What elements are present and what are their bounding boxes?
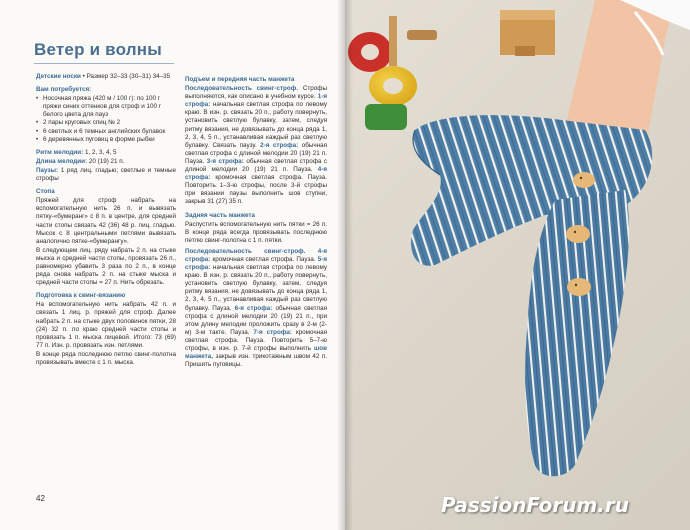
socks-photo: [345, 0, 690, 530]
right-text-column: [185, 76, 327, 369]
strophe-1-label: 1-я строфа:: [185, 93, 327, 109]
prep-heading: Подготовка к свинг-вязанию: [36, 292, 126, 300]
back-paragraph-2: [185, 248, 327, 369]
toy-green-block: [365, 104, 407, 130]
cuff-seam-label: шов манжета,: [185, 345, 327, 361]
toy-yellow-ring: [369, 66, 417, 106]
pauses-label: Паузы:: [36, 166, 59, 174]
toy-wooden-box: [500, 10, 555, 56]
seq-text: Строфы выполняются, как описано в учебном курсе.: [185, 85, 327, 101]
strophe-5-label: 5-я строфа:: [185, 255, 327, 272]
strophe-2-label: 2-я строфа:: [260, 141, 299, 149]
length-value: 20 (19) 21 п.: [87, 157, 125, 165]
page-number: 42: [36, 494, 45, 503]
prep-paragraph-1: На вспомогательную нить набрать 42 п. и связать 1 лиц. р. пряжей для строф. Далее набрать 2 п. на стыке двух половинок пятки, 28 (24) 32 п. по краю средней части стопы и провязать 1 п. мыска лицевой. Итого: 73 (69) 77 п. Изн. р. провязать изн. петлями.: [36, 301, 176, 349]
pauses-value: 1 ряд лиц. гладью; светлые и темные строфы: [36, 166, 176, 183]
strophe-6-text: обычная светлая строфа с длиной мелодии 20 (19) 21 п., при этом длину мелодии проложить сразу в 2-м (2-м) 3-м такте. Пауза.: [185, 304, 327, 336]
foot-paragraph-1: Пряжей для строф набрать на вспомогательную нить 26 п. и вывязать пятку-«бумеранг» с 8 п. в центре, для средней части стопы связать 42 (36) 48 р. лиц. гладью. Мысок с 8 центральными петлями вывязать аналогично пятке-«бумерангу».: [36, 197, 176, 245]
intro-label: Детские носки: [36, 73, 81, 80]
length-line: [36, 158, 176, 166]
foot-heading: Стопа: [36, 188, 55, 196]
strophe-3-label: 3-я строфа:: [206, 157, 244, 165]
materials-heading: Вам потребуется:: [36, 86, 92, 94]
list-item: • 6 светлых и 6 темных английских булавок: [36, 128, 176, 136]
list-item: • 6 деревянных пуговиц в форме рыбки: [36, 136, 176, 144]
toy-red-ring: [348, 32, 392, 72]
lift-paragraph: [185, 85, 327, 206]
fish-button-3: [567, 278, 591, 296]
title-divider: [34, 63, 174, 64]
seq-label: Последовательность свинг-строф.: [185, 85, 298, 93]
cuff-seam-text: закрыв изн. трикотажным швом 42 п. Пришить пуговицы.: [185, 353, 327, 369]
materials-list: [36, 95, 176, 144]
rhythm-value: 1, 2, 3, 4, 5: [83, 148, 117, 156]
strophe-7-label: 7-я строфа:: [253, 328, 292, 336]
page-title: Ветер и волны: [34, 40, 162, 59]
strophe-7-text: кромочная светлая строфа. Пауза. Повторить 5–7-ю строфы, в изн. р. 7-й строфы выполнить: [185, 328, 327, 352]
rhythm-line: [36, 149, 176, 157]
list-item: • Носочная пряжа (420 м / 100 г): по 100 г пряжи синих оттенков для строф и 100 г белого цвета для пауз: [36, 95, 176, 119]
strophe-6-label: 6-я строфа:: [234, 304, 273, 312]
strophe-4-text: кромочная светлая строфа. Пауза. Повторить 1–3-ю строфы, после 3-й строфы при вязании паузы выполнить шов ступни, закрыв 31 (27) 35 п.: [185, 174, 327, 206]
fish-button-1: [573, 172, 595, 188]
foot-paragraph-2: В следующем лиц. ряду набрать 2 п. на стыке мыска и средней части стопы, провязать 26 п., равномерно убавить 3 раза по 2 п., в конце ряда снова набрать 2 п. на стыке мыска и средней части стопы = 27 п. Нить обрезать.: [36, 246, 176, 287]
seq2-text: кромочная светлая строфа. Пауза.: [210, 255, 318, 263]
list-item: • 2 пары круговых спиц № 2: [36, 119, 176, 127]
strophe-3-text: обычная светлая строфа с длиной мелодии 20 (19) 21 п. Пауза.: [185, 157, 327, 174]
fish-button-2: [566, 225, 590, 243]
strophe-4-label: 4-я строфа:: [185, 166, 327, 182]
seq2-label: Последовательность свинг-строф. 4-я строфа:: [185, 247, 327, 263]
intro-text: • Размер 32–33 (30–31) 34–35: [80, 73, 171, 80]
strophe-2-text: обычная светлая строфа с длиной мелодии 20 (19) 21 п. Пауза.: [185, 141, 327, 165]
intro-paragraph: [36, 73, 176, 81]
back-paragraph-1: Распустить вспомогательную нить пятки = 26 п. В конце ряда всегда провязывать последнюю петлю свинг-полотна с 1 п. пятки.: [185, 220, 327, 244]
right-page-photo: [345, 0, 690, 530]
lift-heading: Подъем и передняя часть манжета: [185, 76, 295, 83]
length-label: Длина мелодии:: [36, 157, 88, 165]
strophe-1-text: начальная светлая строфа по левому краю. В изн. р. связать 20 п., работу повернуть, установить светлую булавку, затем, следуя ритму вязания, не довязывать до конца ряда 1, 2, 3, 4, 5 п., устанавливая каждый раз светлую булавку. Связать паузу.: [185, 101, 327, 149]
watermark: PassionForum.ru: [441, 493, 630, 517]
rhythm-label: Ритм мелодии:: [36, 148, 84, 156]
left-text-column: [36, 73, 176, 367]
back-heading: Задняя часть манжета: [185, 211, 255, 219]
prep-paragraph-2: В конце ряда последнюю петлю свинг-полотна провязывать вместе с 1 п. мыска.: [36, 350, 176, 366]
strophe-5-text: начальная светлая строфа по левому краю. В изн. р. связать 20 п., работу повернуть, установить светлую булавку, затем, следуя ритму вязания, не довязывать до конца ряда 1, 2, 3, 4, 5 п., устанавливая каждый раз светлую булавку. Пауза.: [185, 264, 327, 312]
pauses-line: [36, 167, 176, 183]
